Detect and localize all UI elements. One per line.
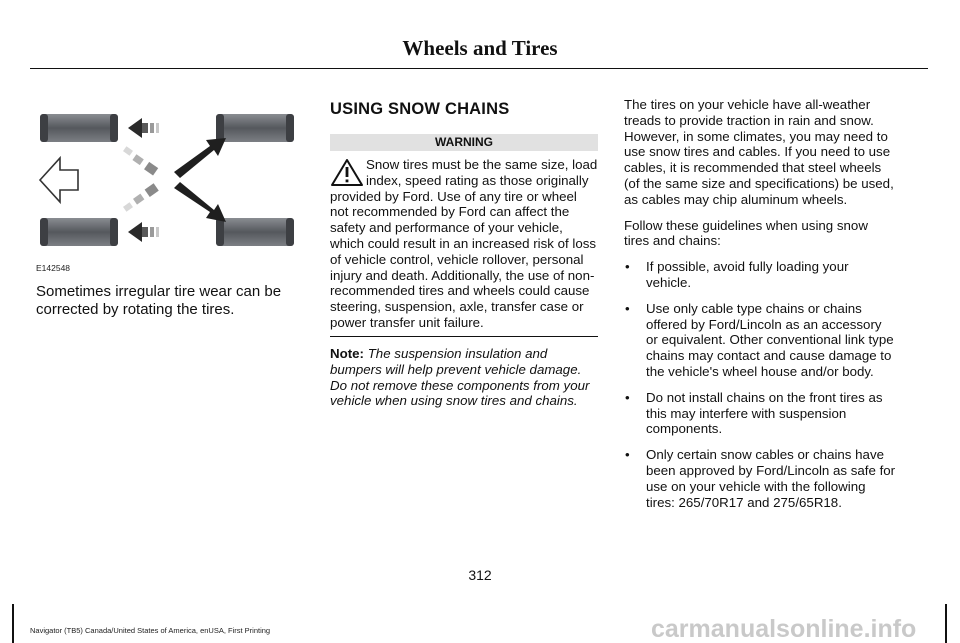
watermark-logo	[651, 615, 941, 643]
bullet-icon: •	[625, 389, 630, 405]
header-divider	[30, 68, 928, 69]
left-arrow-bottom-icon	[128, 222, 159, 242]
diagonal-dash-trail	[123, 146, 159, 212]
page-number: 312	[468, 567, 492, 583]
warning-triangle-icon	[330, 157, 366, 187]
intro-paragraph: The tires on your vehicle have all-weather treads to provide traction in rain and snow. However, in some climates, you may need to use snow tires and cables. If you need to use cables, it is recommended that steel wheels (of the same size and specifications) be used, as cables may chip aluminum wheels.	[624, 97, 894, 207]
tire-rotation-diagram	[34, 100, 300, 275]
figure-code: E142548	[36, 263, 71, 273]
list-item: • Do not install chains on the front tires as this may interfere with suspension components.	[625, 389, 883, 437]
list-item: • If possible, avoid fully loading your vehicle.	[625, 259, 849, 290]
section-heading: USING SNOW CHAINS	[330, 100, 510, 118]
figure-caption: Sometimes irregular tire wear can be corrected by rotating the tires.	[36, 283, 282, 318]
footer-edition: Navigator (TB5) Canada/United States of America, enUSA, First Printing	[30, 626, 271, 635]
bullet-icon: •	[625, 447, 630, 463]
warning-text: Snow tires must be the same size, load index, speed rating as those originally provided by Ford. Use of any tire or wheel not recommended by Ford can affect the safety and performance of your vehicle, which could result in an increased risk of loss of vehicle control, vehicle rollover, personal injury and death. Additionally, the use of non-recommended tires and wheels could cause steering, suspension, axle, transfer case or power transfer unit failure.	[330, 157, 598, 330]
right-column	[624, 97, 896, 520]
forward-direction-arrow-icon	[40, 158, 78, 202]
crop-mark-left	[12, 604, 14, 643]
crop-mark-right	[945, 604, 947, 643]
list-item: • Use only cable type chains or chains offered by Ford/Lincoln as an accessory or equivalent. Other conventional link type chains may contact and cause damage to the vehicle's wheel house and/or body.	[625, 300, 894, 379]
note-label: Note:	[330, 346, 364, 361]
guidelines-lead: Follow these guidelines when using snow tires and chains:	[624, 217, 868, 249]
note-block	[330, 346, 600, 409]
diagonal-arrow-up-right-icon	[174, 138, 226, 178]
warning-bottom-rule	[330, 336, 598, 337]
watermark-text: carmanualsonline.info	[651, 615, 917, 643]
left-arrow-top-icon	[128, 118, 159, 138]
note-text: The suspension insulation and bumpers will help prevent vehicle damage. Do not remove these components from your vehicle when using snow tires and chains.	[330, 346, 590, 409]
bullet-icon: •	[625, 259, 630, 275]
tire-rear-right	[216, 218, 294, 246]
list-item: • Only certain snow cables or chains have been approved by Ford/Lincoln as safe for use on your vehicle with the following tires: 265/70R17 and 275/65R18.	[625, 447, 896, 510]
page-title: Wheels and Tires	[402, 36, 558, 60]
diagonal-arrow-down-right-icon	[174, 182, 226, 222]
tire-front-right	[216, 114, 294, 142]
bullet-icon: •	[625, 300, 630, 316]
warning-header: WARNING	[330, 134, 598, 151]
guidelines-list	[624, 259, 896, 510]
tire-rear-left	[40, 218, 118, 246]
tire-front-left	[40, 114, 118, 142]
warning-box	[330, 157, 599, 331]
